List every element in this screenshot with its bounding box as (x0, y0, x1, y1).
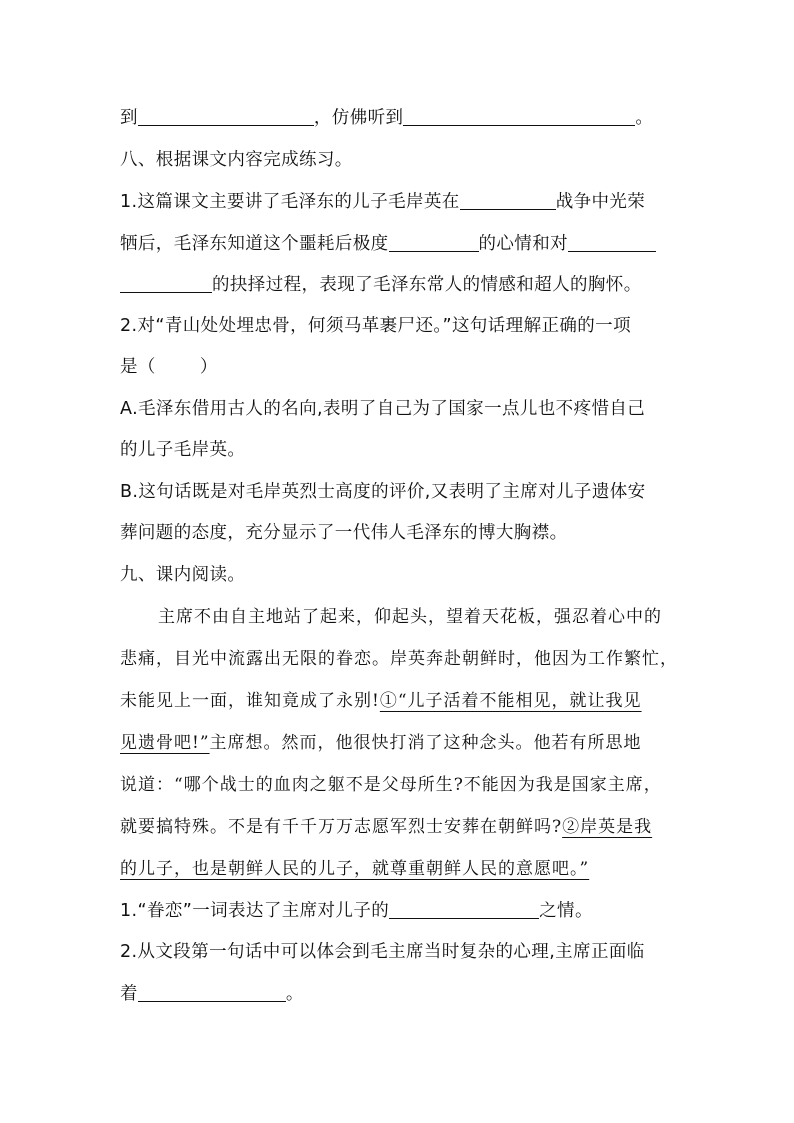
section-9-heading: 九、课内阅读。 (120, 565, 246, 585)
q8-2-line-1: 2.对“青山处处埋忠骨，何须马革裹尸还。”这句话理解正确的一项 (120, 316, 631, 336)
q9-1-line: 1.“眷恋”一词表达了主席对儿子的 之情。 (120, 896, 680, 926)
option-a-line-2: 的儿子毛岸英。 (120, 440, 246, 460)
intro-fill-line: 到 ，仿佛听到 。 (120, 103, 680, 133)
answer-blank[interactable] (138, 981, 286, 1002)
answer-blank[interactable] (389, 898, 539, 919)
underlined-sentence-2-end: 的儿子，也是朝鲜人民的儿子，就尊重朝鲜人民的意愿吧。” (120, 859, 590, 879)
answer-blank[interactable] (403, 105, 635, 126)
q8-1-line-2: 牺后，毛泽东知道这个噩耗后极度 的心情和对 (120, 229, 680, 259)
passage-line-1: 主席不由自主地站了起来，仰起头，望着天花板，强忍着心中的 (158, 607, 662, 627)
option-b-line-2: 葬问题的态度，充分显示了一代伟人毛泽东的博大胸襟。 (120, 523, 568, 543)
answer-blank[interactable] (389, 231, 479, 252)
underlined-sentence-2: ②岸英是我 (562, 817, 653, 837)
option-b-line-1: B.这句话既是对毛岸英烈士高度的评价,又表明了主席对儿子遗体安 (120, 482, 646, 502)
q8-2-line-2: 是（ ） (120, 357, 218, 377)
passage-line-2: 悲痛，目光中流露出无限的眷恋。岸英奔赴朝鲜时，他因为工作繁忙， (120, 649, 678, 669)
answer-blank[interactable] (568, 231, 656, 252)
answer-blank[interactable] (120, 272, 212, 293)
q8-1-line-1: 1.这篇课文主要讲了毛泽东的儿子毛岸英在 战争中光荣 (120, 187, 680, 217)
passage-line-6: 就要搞特殊。不是有千千万万志愿军烈士安葬在朝鲜吗?②岸英是我 (120, 817, 653, 837)
passage-line-4: 见遗骨吧!”主席想。然而，他很快打消了这种念头。他若有所思地 (120, 733, 642, 753)
option-a-line-1: A.毛泽东借用古人的名向,表明了自己为了国家一点儿也不疼惜自己 (120, 399, 646, 419)
underlined-sentence-1: ①“儿子活着不能相见，就让我见 (379, 691, 642, 711)
q9-2-line-2: 着 。 (120, 979, 680, 1009)
passage-line-5: 说道：“哪个战士的血肉之躯不是父母所生?不能因为我是国家主席， (120, 775, 662, 795)
q9-2-line-1: 2.从文段第一句话中可以体会到毛主席当时复杂的心理,主席正面临 (120, 942, 645, 962)
answer-blank[interactable] (138, 105, 314, 126)
passage-line-7 (120, 854, 680, 884)
answer-blank[interactable] (460, 189, 556, 210)
underlined-sentence-1-end: 见遗骨吧!” (120, 733, 210, 753)
section-8-heading: 八、根据课文内容完成练习。 (120, 150, 353, 170)
passage-line-3: 未能见上一面，谁知竟成了永别!①“儿子活着不能相见，就让我见 (120, 691, 642, 711)
q8-1-line-3: 的抉择过程，表现了毛泽东常人的情感和超人的胸怀。 (120, 270, 680, 300)
